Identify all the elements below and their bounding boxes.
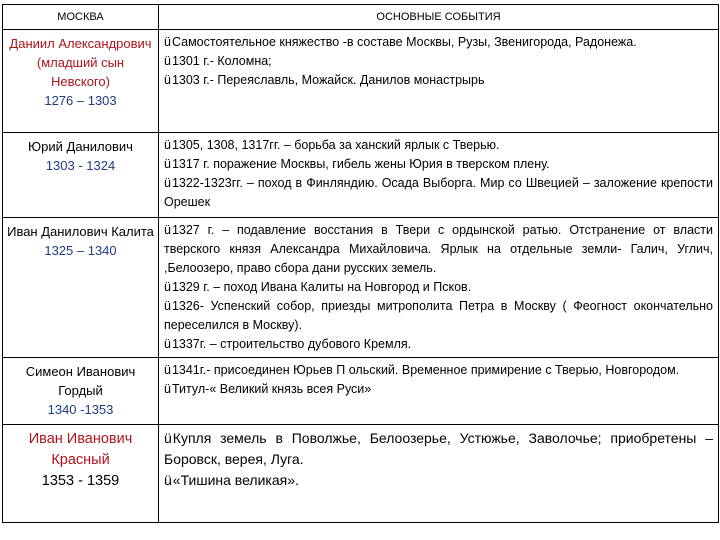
event-item: ü1303 г.- Переяславль, Можайск. Данилов монастрырь — [164, 73, 485, 87]
event-item: ü1327 г. – подавление восстания в Твери с ордынской ратью. Отстранение от власти тверского князя Александра Михайловича. Ярлык на отдельные земли- Галич, Углич, ,Белоозеро, право сбора дани русских земель. — [164, 223, 713, 275]
events-cell — [159, 30, 719, 133]
event-item: ü«Тишина великая». — [164, 472, 299, 488]
reign-years: 1325 – 1340 — [44, 243, 117, 258]
table-row — [3, 358, 719, 425]
prince-cell — [3, 218, 159, 358]
events-cell — [159, 133, 719, 218]
check-icon: ü — [164, 157, 171, 171]
prince-cell — [3, 425, 159, 523]
header-main-events: ОСНОВНЫЕ СОБЫТИЯ — [159, 5, 719, 30]
check-icon: ü — [164, 472, 172, 488]
prince-cell — [3, 358, 159, 425]
check-icon: ü — [164, 430, 172, 446]
check-icon: ü — [164, 382, 171, 396]
event-item: ü1305, 1308, 1317гг. – борьба за ханский ярлык с Тверью. — [164, 138, 500, 152]
check-icon: ü — [164, 35, 171, 49]
event-item: üКупля земель в Поволжье, Белоозерье, Устюжье, Заволочье; приобретены –Боровск, верея, Луга. — [164, 430, 713, 467]
event-item: ü1326- Успенский собор, приезды митрополита Петра в Москву ( Феогност окончательно переселился в Москву). — [164, 299, 713, 332]
prince-name: Симеон Иванович Гордый — [25, 364, 136, 398]
reign-years: 1340 -1353 — [47, 402, 114, 417]
check-icon: ü — [164, 363, 171, 377]
header-moscow: МОСКВА — [3, 5, 159, 30]
event-item: ü1322-1323гг. – поход в Финляндию. Осада Выборга. Мир со Швецией – заложение крепости Орешек — [164, 176, 713, 209]
events-cell — [159, 358, 719, 425]
moscow-princes-table — [2, 4, 719, 523]
prince-name: Иван Иванович Красный — [28, 431, 133, 468]
prince-name: Юрий Данилович — [28, 139, 133, 154]
prince-cell — [3, 133, 159, 218]
events-cell — [159, 218, 719, 358]
reign-years: 1303 - 1324 — [45, 158, 116, 173]
event-item: ü1301 г.- Коломна; — [164, 54, 272, 68]
reign-years: 1276 – 1303 — [44, 93, 117, 108]
reign-years: 1353 - 1359 — [41, 473, 120, 489]
table-row — [3, 218, 719, 358]
check-icon: ü — [164, 138, 171, 152]
check-icon: ü — [164, 223, 171, 237]
prince-cell — [3, 30, 159, 133]
prince-name: Иван Данилович Калита — [7, 224, 154, 239]
event-item: ü1337г. – строительство дубового Кремля. — [164, 337, 412, 351]
check-icon: ü — [164, 280, 171, 294]
table-row — [3, 425, 719, 523]
event-item: ü1317 г. поражение Москвы, гибель жены Юрия в тверском плену. — [164, 157, 550, 171]
check-icon: ü — [164, 299, 171, 313]
check-icon: ü — [164, 337, 171, 351]
event-item: üТитул-« Великий князь всея Руси» — [164, 382, 372, 396]
table-row — [3, 133, 719, 218]
check-icon: ü — [164, 54, 171, 68]
event-item: üСамостоятельное княжество -в составе Москвы, Рузы, Звенигорода, Радонежа. — [164, 35, 637, 49]
check-icon: ü — [164, 176, 171, 190]
table-row — [3, 30, 719, 133]
events-cell — [159, 425, 719, 523]
event-item: ü1341г.- присоединен Юрьев П ольский. Временное примирение с Тверью, Новгородом. — [164, 363, 680, 377]
prince-name: Даниил Александрович (младший сын Невского) — [9, 36, 152, 89]
event-item: ü1329 г. – поход Ивана Калиты на Новгород и Псков. — [164, 280, 472, 294]
header-row — [3, 5, 719, 30]
check-icon: ü — [164, 73, 171, 87]
